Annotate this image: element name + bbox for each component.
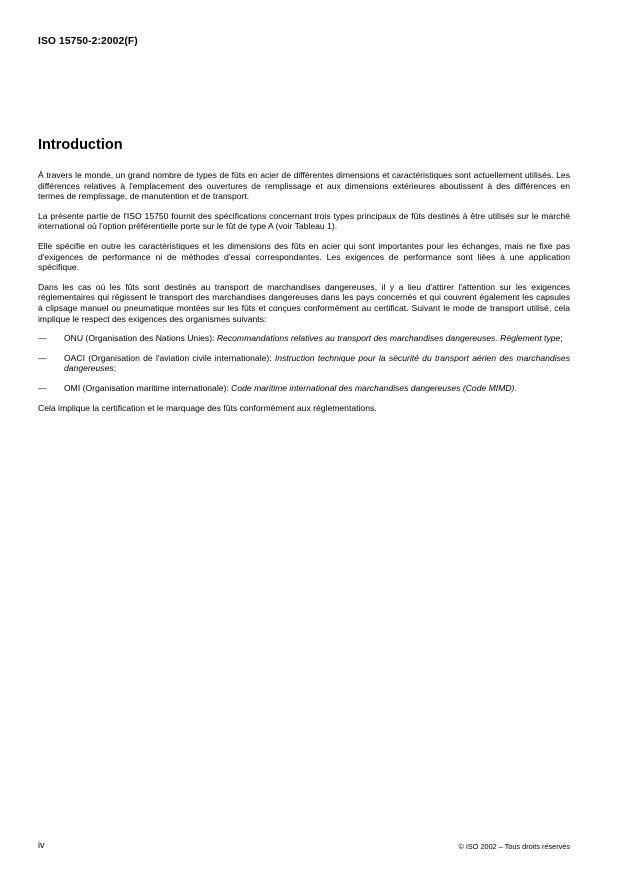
list-item-text: ONU (Organisation des Nations Unies): bbox=[64, 333, 217, 344]
list-item-title: Instruction technique pour la sécurité du transport aérien des marchandises dangereuses bbox=[64, 352, 570, 374]
list-item bbox=[38, 333, 570, 344]
dash-bullet: — bbox=[38, 333, 47, 344]
dash-bullet: — bbox=[38, 352, 47, 363]
closing-paragraph: Cela implique la certification et le marquage des fûts conformément aux réglementations. bbox=[38, 402, 377, 413]
list-item-text: OACI (Organisation de l'aviation civile internationale): bbox=[64, 352, 275, 363]
section-body bbox=[38, 170, 570, 422]
list-item-text: OMI (Organisation maritime internationale): bbox=[64, 382, 232, 393]
list-item-suffix: . bbox=[514, 382, 517, 393]
paragraph: Dans les cas où les fûts sont destinés au transport de marchandises dangereuses, il y a lieu d'attirer l'attention sur les exigences réglementaires qui régissent le transport des marchandises dangereuses dans les pays concernés et qui couvrent également les capsules à clipsage manuel ou pneumatique montées sur les fûts et conçues conformément au certificat. Suivant le mode de transport utilisé, cela implique le respect des exigences des organismes suivants: bbox=[38, 281, 570, 324]
dash-bullet: — bbox=[38, 382, 47, 393]
list-item bbox=[38, 383, 570, 394]
list-item bbox=[38, 353, 570, 374]
document-id: ISO 15750-2:2002(F) bbox=[38, 36, 138, 47]
list-item-title: Recommandations relatives au transport des marchandises dangereuses. Règlement type bbox=[216, 333, 561, 344]
paragraph: La présente partie de l'ISO 15750 fournit des spécifications concernant trois types principaux de fûts destinés à être utilisés sur le marché international où l'option préférentielle porte sur le fût de type A (voir Tableau 1). bbox=[38, 210, 570, 232]
copyright-notice: © ISO 2002 – Tous droits réservés bbox=[458, 842, 570, 851]
list-item-suffix: ; bbox=[113, 363, 117, 374]
paragraph: À travers le monde, un grand nombre de types de fûts en acier de différentes dimensions et caractéristiques sont actuellement utilisés. Les différences relatives à l'emplacement des ouvertures de remplissage et aux dimensions extérieures aboutissent à des différences en termes de remplissage, de manutention et de transport. bbox=[38, 170, 570, 202]
list-item-suffix: ; bbox=[560, 333, 563, 344]
paragraph: Elle spécifie en outre les caractéristiques et les dimensions des fûts en acier qui sont importantes pour les échanges, mais ne fixe pas d'exigences de performance ni de méthodes d'essai correspondantes. Les exigences de performance sont liées à une application spécifique. bbox=[38, 240, 570, 273]
organisation-list bbox=[38, 333, 570, 393]
section-title: Introduction bbox=[38, 137, 123, 153]
list-item-title: Code maritime international des marchandises dangereuses (Code MIMD) bbox=[231, 382, 515, 393]
page-number: iv bbox=[38, 840, 45, 850]
